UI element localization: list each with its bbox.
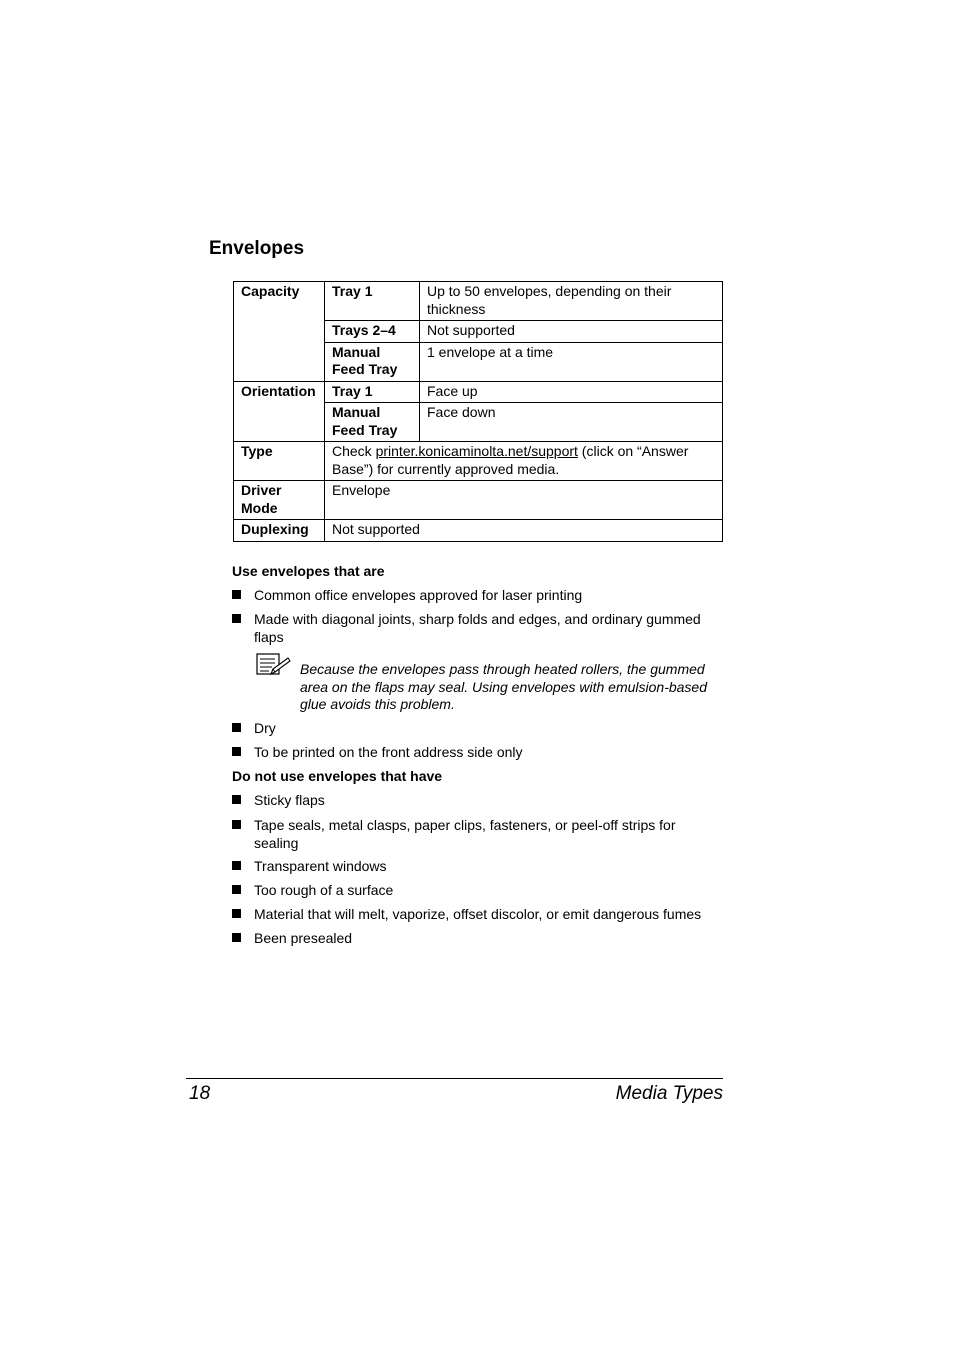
- square-bullet-icon: [232, 885, 241, 894]
- list-item-text: Dry: [254, 720, 276, 736]
- type-label: Type: [234, 442, 325, 481]
- list-item: [232, 719, 732, 737]
- table-row: [234, 481, 723, 520]
- square-bullet-icon: [232, 820, 241, 829]
- square-bullet-icon: [232, 861, 241, 870]
- capacity-manual-label: Manual Feed Tray: [325, 342, 420, 381]
- duplexing-value: Not supported: [325, 520, 723, 542]
- list-item: [232, 857, 732, 875]
- list-item-text: Been presealed: [254, 930, 353, 946]
- orientation-tray1-label: Tray 1: [325, 381, 420, 403]
- note-text: Because the envelopes pass through heated rollers, the gummed area on the flaps may seal. Using envelopes with emulsion-based glue avoids this problem.: [300, 661, 708, 712]
- square-bullet-icon: [232, 747, 241, 756]
- table-row: [234, 520, 723, 542]
- driver-mode-value: Envelope: [325, 481, 723, 520]
- list-item: [232, 791, 732, 809]
- orientation-manual-value: Face down: [420, 403, 723, 442]
- list-item-text: Common office envelopes approved for laser printing: [254, 587, 583, 603]
- list-item-text: Transparent windows: [254, 858, 387, 874]
- list-item: [232, 929, 732, 947]
- capacity-tray1-label: Tray 1: [325, 282, 420, 321]
- square-bullet-icon: [232, 933, 241, 942]
- square-bullet-icon: [232, 590, 241, 599]
- list-item-text: Tape seals, metal clasps, paper clips, fasteners, or peel-off strips for sealing: [254, 817, 676, 851]
- capacity-trays24-value: Not supported: [420, 321, 723, 343]
- list-item-text: To be printed on the front address side only: [254, 744, 523, 760]
- use-section-title: Use envelopes that are: [232, 563, 385, 579]
- table-row: [234, 282, 723, 321]
- square-bullet-icon: [232, 614, 241, 623]
- square-bullet-icon: [232, 723, 241, 732]
- list-item: [232, 905, 732, 923]
- page-heading: Envelopes: [209, 238, 305, 259]
- orientation-manual-label: Manual Feed Tray: [325, 403, 420, 442]
- list-item: [232, 881, 732, 899]
- orientation-label: Orientation: [234, 381, 325, 442]
- list-item-text: Made with diagonal joints, sharp folds and edges, and ordinary gummed flaps: [254, 611, 701, 645]
- type-suffix: (click on “Answer Base”) for currently approved media.: [332, 443, 689, 477]
- envelope-spec-table: [233, 281, 723, 542]
- footer-rule: [186, 1078, 723, 1079]
- list-item: [232, 610, 727, 646]
- footer-title: Media Types: [615, 1083, 723, 1104]
- list-item-text: Too rough of a surface: [254, 882, 394, 898]
- duplexing-label: Duplexing: [234, 520, 325, 542]
- type-prefix: Check: [332, 443, 376, 459]
- list-item: [232, 743, 732, 761]
- table-row: [234, 442, 723, 481]
- type-value: [325, 442, 723, 481]
- square-bullet-icon: [232, 795, 241, 804]
- square-bullet-icon: [232, 909, 241, 918]
- list-item-text: Sticky flaps: [254, 792, 325, 808]
- list-item-text: Material that will melt, vaporize, offset discolor, or emit dangerous fumes: [254, 906, 702, 922]
- capacity-tray1-value: Up to 50 envelopes, depending on their thickness: [420, 282, 723, 321]
- avoid-section-title: Do not use envelopes that have: [232, 768, 443, 784]
- driver-mode-label: Driver Mode: [234, 481, 325, 520]
- note-pencil-icon: [255, 652, 291, 678]
- capacity-label: Capacity: [234, 282, 325, 382]
- list-item: [232, 816, 682, 852]
- list-item: [232, 586, 732, 604]
- table-row: [234, 381, 723, 403]
- capacity-manual-value: 1 envelope at a time: [420, 342, 723, 381]
- capacity-trays24-label: Trays 2–4: [325, 321, 420, 343]
- orientation-tray1-value: Face up: [420, 381, 723, 403]
- page-number: 18: [189, 1083, 211, 1104]
- support-link[interactable]: printer.konicaminolta.net/support: [375, 443, 578, 459]
